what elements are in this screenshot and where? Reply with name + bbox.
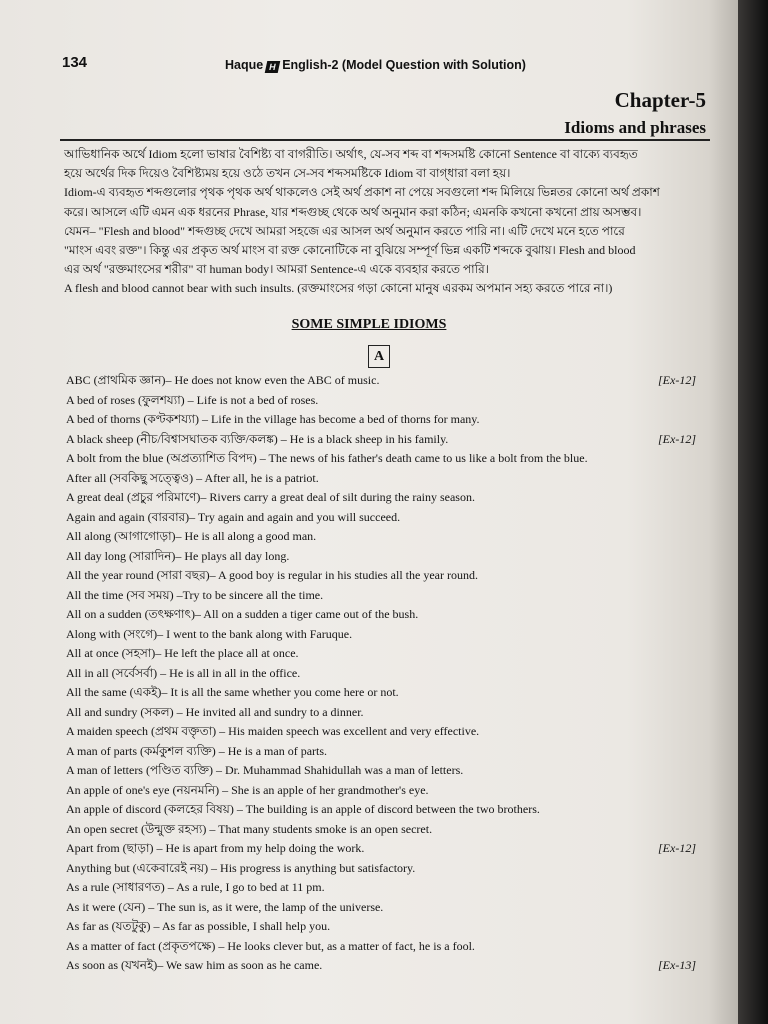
idiom-text: Anything but (একেবারেই নয়) – His progress is anything but satisfactory. — [66, 860, 416, 875]
chapter-number: Chapter-5 — [614, 88, 706, 112]
idiom-text: A man of parts (কর্মকুশল ব্যক্তি) – He is a man of parts. — [66, 743, 328, 758]
idiom-entry — [66, 391, 706, 411]
idiom-entry — [66, 430, 706, 450]
idiom-entry — [66, 566, 706, 586]
idiom-entry — [66, 683, 706, 703]
intro-line: Idiom-এ ব্যবহৃত শব্দগুলোর পৃথক পৃথক অর্থ থাকলেও সেই অর্থ প্রকাশ না পেয়ে সবগুলো শব্দ মিলিয়ে ভিন্নতর কোনো অর্থ প্রকাশ — [64, 185, 660, 200]
idiom-text: All on a sudden (তৎক্ষণাৎ)– All on a sudden a tiger came out of the bush. — [66, 607, 419, 621]
idiom-entry — [66, 625, 706, 645]
idiom-entry — [66, 898, 706, 918]
intro-line: এর অর্থ "রক্তমাংসের শরীর" বা human body। আমরা Sentence-এ একে ব্যবহার করতে পারি। — [64, 262, 489, 277]
idiom-text: A bed of roses (ফুলশয্যা) – Life is not a bed of roses. — [66, 392, 319, 407]
idiom-text: An apple of one's eye (নয়নমনি) – She is an apple of her grandmother's eye. — [66, 782, 429, 797]
idiom-text: An open secret (উন্মুক্ত রহস্য) – That many students smoke is an open secret. — [66, 821, 433, 836]
idiom-text: Along with (সংগে)– I went to the bank along with Faruque. — [66, 626, 353, 641]
idiom-text: As a rule (সাধারণত) – As a rule, I go to bed at 11 pm. — [66, 880, 325, 894]
chapter-title: Idioms and phrases — [564, 118, 706, 137]
exam-reference: [Ex-12] — [658, 373, 696, 387]
idiom-entry — [66, 449, 706, 469]
section-heading: SOME SIMPLE IDIOMS — [291, 317, 447, 332]
idiom-text: A black sheep (নীচ/বিশ্বাসঘাতক ব্যক্তি/কলঙ্ক) – He is a black sheep in his family. — [66, 431, 449, 446]
intro-line: আভিধানিক অর্থে Idiom হলো ভাষার বৈশিষ্ট্য বা বাগরীতি। অর্থাৎ, যে-সব শব্দ বা শব্দসমষ্টি কোনো Sentence বা বাক্যে ব্যবহৃত — [64, 147, 638, 161]
idiom-text: After all (সবকিছু সত্ত্বেও) – After all, he is a patriot. — [66, 470, 319, 485]
exam-reference: [Ex-12] — [658, 431, 696, 446]
intro-line: "মাংস এবং রক্ত"। কিন্তু এর প্রকৃত অর্থ মাংস বা রক্ত কোনোটিকে না বুঝিয়ে সম্পূর্ণ ভিন্ন একটি শব্দকে বুঝায়। Flesh and blood — [64, 243, 636, 258]
intro-line: হয়ে অর্থের দিক দিয়েও বৈশিষ্ট্যময় হয়ে ওঠে তখন সে-সব শব্দসমষ্টিকে Idiom বা বাগ্‌ধারা বলা হয়। — [64, 166, 511, 181]
idiom-text: As a matter of fact (প্রকৃতপক্ষে) – He looks clever but, as a matter of fact, he is a fool. — [66, 938, 475, 953]
header-rule — [60, 139, 710, 141]
idiom-text: A maiden speech (প্রথম বক্তৃতা) – His maiden speech was excellent and very effective. — [66, 724, 480, 738]
exam-reference: [Ex-12] — [658, 841, 696, 855]
idiom-entry — [66, 820, 706, 840]
idiom-text: An apple of discord (কলহের বিষয়) – The building is an apple of discord between the two brothers. — [66, 802, 540, 816]
idiom-text: Again and again (বারবার)– Try again and again and you will succeed. — [66, 509, 401, 524]
publisher-logo-icon: H — [265, 61, 281, 73]
idiom-entry — [66, 488, 706, 508]
idiom-text: All along (আগাগোড়া)– He is all along a good man. — [66, 529, 317, 543]
idiom-entry — [66, 703, 706, 723]
idiom-entry — [66, 410, 706, 430]
idiom-entry — [66, 664, 706, 684]
publisher-name: Haque — [225, 58, 264, 72]
intro-line: করে। আসলে এটি এমন এক ধরনের Phrase, যার শব্দগুচ্ছ থেকে অর্থ অনুমান করা কঠিন; এমনকি কখনো কখনো প্রায় অসম্ভব। — [64, 204, 642, 219]
idiom-list — [66, 371, 706, 976]
intro-paragraph — [64, 145, 708, 299]
idiom-text: A great deal (প্রচুর পরিমাণে)– Rivers carry a great deal of silt during the rainy season. — [66, 490, 475, 504]
idiom-text: As soon as (যখনই)– We saw him as soon as he came. — [66, 958, 323, 972]
idiom-entry — [66, 878, 706, 898]
idiom-entry — [66, 859, 706, 879]
idiom-entry — [66, 469, 706, 489]
page-number: 134 — [62, 54, 88, 71]
idiom-text: ABC (প্রাথমিক জ্ঞান)– He does not know even the ABC of music. — [66, 373, 380, 387]
idiom-entry — [66, 917, 706, 937]
idiom-entry — [66, 742, 706, 762]
idiom-entry — [66, 644, 706, 664]
idiom-text: A bolt from the blue (অপ্রত্যাশিত বিপদ) – The news of his father's death came to us like a bolt from the blue. — [66, 451, 588, 465]
idiom-text: A bed of thorns (কণ্টকশয্যা) – Life in the village has become a bed of thorns for many. — [66, 412, 480, 426]
book-binding — [738, 0, 768, 1024]
idiom-entry — [66, 839, 706, 859]
idiom-text: As far as (যতটুকু) – As far as possible, I shall help you. — [66, 919, 331, 933]
idiom-entry — [66, 722, 706, 742]
intro-line: A flesh and blood cannot bear with such insults. (রক্তমাংসের গড়া কোনো মানুষ এরকম অপমান সহ্য করতে পারে না।) — [64, 281, 613, 296]
idiom-entry — [66, 586, 706, 606]
idiom-entry — [66, 527, 706, 547]
idiom-text: All in all (সর্বেসর্বা) – He is all in all in the office. — [66, 665, 301, 680]
idiom-entry — [66, 371, 706, 391]
idiom-entry — [66, 605, 706, 625]
idiom-text: All the time (সব সময়) –Try to be sincere all the time. — [66, 587, 324, 602]
intro-line: যেমন– "Flesh and blood" শব্দগুচ্ছ দেখে আমরা সহজে এর আসল অর্থ অনুমান করতে পারি না। এটি দেখে মনে হতে পারে — [64, 223, 625, 238]
book-title: English-2 (Model Question with Solution) — [282, 58, 526, 72]
idiom-text: All day long (সারাদিন)– He plays all day long. — [66, 548, 290, 563]
idiom-entry — [66, 781, 706, 801]
idiom-text: A man of letters (পণ্ডিত ব্যক্তি) – Dr. Muhammad Shahidullah was a man of letters. — [66, 763, 464, 777]
idiom-text: All the year round (সারা বছর)– A good boy is regular in his studies all the year round. — [66, 568, 478, 582]
idiom-entry — [66, 547, 706, 567]
running-header — [225, 58, 526, 73]
idiom-entry — [66, 937, 706, 957]
idiom-text: All at once (সহসা)– He left the place all at once. — [66, 646, 299, 660]
exam-reference: [Ex-13] — [658, 958, 696, 972]
idiom-text: Apart from (ছাড়া) – He is apart from my help doing the work. — [66, 841, 365, 855]
idiom-text: All the same (একই)– It is all the same whether you come here or not. — [66, 685, 399, 699]
section-letter: A — [368, 345, 390, 368]
idiom-entry — [66, 761, 706, 781]
idiom-text: All and sundry (সকল) – He invited all and sundry to a dinner. — [66, 704, 364, 719]
idiom-text: As it were (যেন) – The sun is, as it were, the lamp of the universe. — [66, 899, 384, 914]
idiom-entry — [66, 800, 706, 820]
idiom-entry — [66, 508, 706, 528]
idiom-entry — [66, 956, 706, 976]
